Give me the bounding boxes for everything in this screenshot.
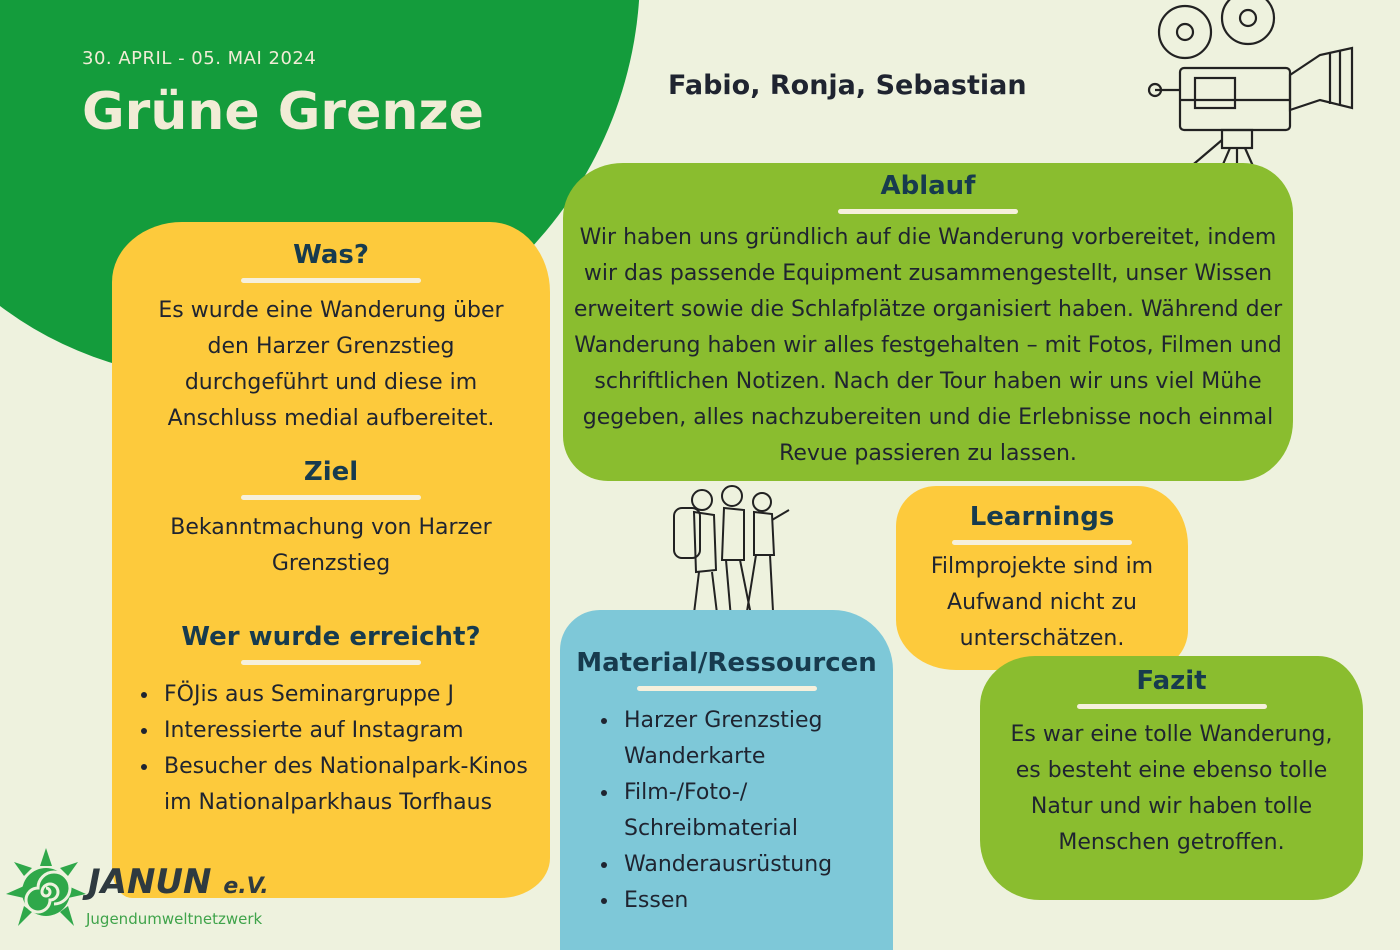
- material-list: [560, 703, 890, 919]
- list-item: • FÖJis aus Seminargruppe J: [160, 677, 550, 713]
- ablauf-text: Wir haben uns gründlich auf die Wanderung vorbereitet, indem wir das passende Equipment zusammengestellt, unser Wissen erweitert sowie die Schlafplätze organisiert haben. Während der Wanderung haben wir alles festgehalten – mit Fotos, Filmen und schriftlichen Notizen. Nach der Tour haben wir uns viel Mühe gegeben, alles nachzubereiten und die Erlebnisse noch einmal Revue passieren zu lassen.: [573, 225, 1283, 466]
- logo-name-text: JANUN: [88, 862, 212, 902]
- participant-names: Fabio, Ronja, Sebastian: [668, 70, 1027, 101]
- erreicht-list: [112, 677, 550, 821]
- list-item: • Film-/Foto-/ Schreibmaterial: [620, 775, 890, 847]
- learnings-heading: Learnings: [969, 502, 1115, 532]
- heading-underline: [241, 278, 421, 283]
- event-date: 30. APRIL - 05. MAI 2024: [82, 48, 317, 69]
- ziel-text: Bekanntmachung von Harzer Grenzstieg: [170, 515, 492, 576]
- fazit-card: [980, 656, 1363, 900]
- ziel-heading: Ziel: [303, 457, 359, 487]
- ablauf-heading: Ablauf: [880, 171, 976, 201]
- page-title: Grüne Grenze: [82, 82, 484, 142]
- material-heading: Material/Ressourcen: [576, 648, 877, 678]
- list-item: • Wanderausrüstung: [620, 847, 890, 883]
- heading-underline: [1077, 704, 1267, 709]
- logo-tagline: Jugendumweltnetzwerk: [86, 910, 263, 928]
- was-text: Es wurde eine Wanderung über den Harzer Grenzstieg durchgeführt und diese im Anschluss medial aufbereitet.: [158, 298, 504, 431]
- erreicht-heading: Wer wurde erreicht?: [181, 622, 481, 652]
- list-item: • Harzer Grenzstieg Wanderkarte: [620, 703, 890, 775]
- heading-underline: [241, 495, 421, 500]
- list-item: • Besucher des Nationalpark-Kinos im Nationalparkhaus Torfhaus: [160, 749, 550, 821]
- heading-underline: [952, 540, 1132, 545]
- info-card: [112, 222, 550, 898]
- list-item: • Essen: [620, 883, 890, 919]
- fazit-text: Es war eine tolle Wanderung, es besteht eine ebenso tolle Natur und wir haben tolle Menschen getroffen.: [1010, 722, 1333, 855]
- fazit-heading: Fazit: [1136, 666, 1207, 696]
- heading-underline: [241, 660, 421, 665]
- logo-suffix: e.V.: [223, 874, 269, 899]
- heading-underline: [838, 209, 1018, 214]
- learnings-card: [896, 486, 1188, 670]
- heading-underline: [637, 686, 817, 691]
- list-item: • Interessierte auf Instagram: [160, 713, 550, 749]
- sun-spiral-logo-icon: [6, 848, 86, 932]
- learnings-text: Filmprojekte sind im Aufwand nicht zu unterschätzen.: [930, 554, 1154, 651]
- was-heading: Was?: [293, 240, 369, 270]
- material-card: [560, 610, 893, 950]
- logo-name: [88, 862, 269, 902]
- ablauf-card: [563, 163, 1293, 481]
